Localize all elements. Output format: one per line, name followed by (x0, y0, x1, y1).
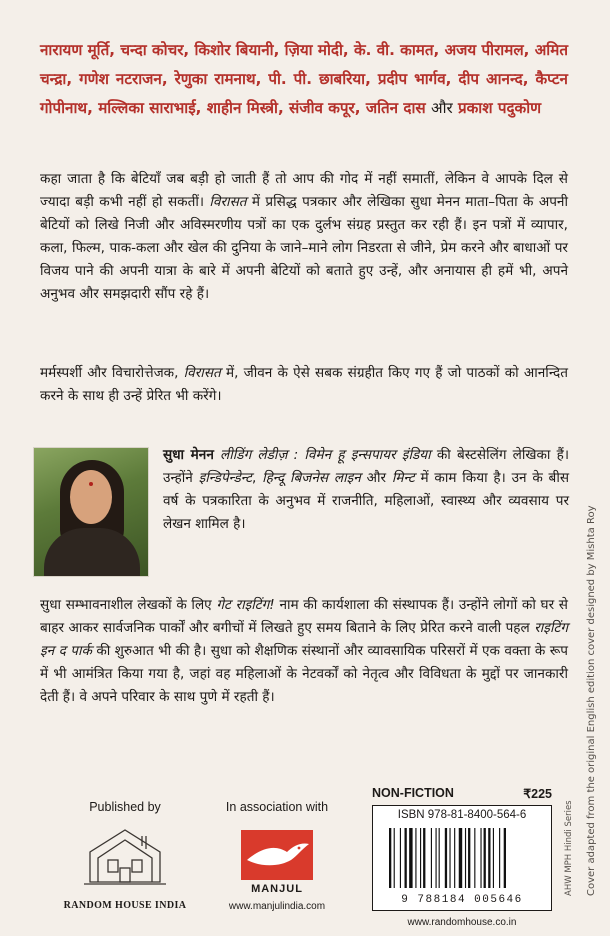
price-label: ₹225 (523, 787, 552, 801)
publication-name: मिन्ट (391, 470, 415, 486)
author-text: की शुरुआत भी की है। सुधा को शैक्षणिक संस्थानों और व्यावसायिक परिसरों में एक वक्ता के रूप में भी आमंत्रित किया गया है, जहां वह महिलाओं के नेटवर्कों को नेतृत्व और विविधता के मुद्दों पर जानकारी देती हैं। वे अपने परिवार के साथ पुणे में रहती हैं। (40, 643, 569, 705)
series-label (560, 786, 576, 896)
featured-name: प्रदीप भार्गव, (377, 70, 452, 88)
program-name: गेट राइटिंग! (216, 597, 275, 613)
association-url: www.manjulindia.com (228, 901, 326, 912)
featured-name: ज़िया मोदी, (284, 41, 349, 59)
cover-credit (583, 460, 599, 896)
blurb-text: कहा जाता है कि बेटियाँ जब बड़ी हो जाती हैं तो आप की गोद में नहीं समातीं, लेकिन वे आपके दिल से ज्यादा बड़ी कभी नहीं हो सकतीं। (40, 171, 568, 210)
featured-name: शाहीन मिस्त्री, (206, 99, 284, 117)
blurb-text: में प्रसिद्ध पत्रकार और लेखिका सुधा मेनन माता–पिता के अपनी बेटियों को लिखे निजी और अविस्मरणीय पत्रों का एक दुर्लभ संग्रह प्रस्तुत कर रही हैं। इन पत्रों में व्यापार, कला, फिल्म, पाक-कला और खेल की दुनिया के जाने–माने लोग निडरता से जीने, प्रेम करने और बाधाओं पर विजय पाने की अपनी यात्रा के बारे में अपनी बेटियों को बताते हुए उन्हें, और अनायास ही हमें भी, अपने अनुभव और समझदारी सौंप रहे हैं। (40, 194, 568, 302)
bio-text: में काम किया है। उन के बीस वर्ष के पत्रकारिता के अनुभव में राजनीति, महिलाओं, स्वास्थ्य और व्यवसाय पर लेखन शामिल है। (163, 470, 570, 532)
isbn-text: ISBN 978-81-8400-564-6 (397, 809, 527, 821)
author-bio (163, 444, 569, 536)
featured-name: साराभाई, (149, 99, 202, 117)
featured-name: दीप आनन्द, (458, 70, 529, 88)
cover-credit-text: Cover adapted from the original English edition cover designed by Mishta Roy (586, 505, 597, 896)
blurb-text: मर्मस्पर्शी और विचारोत्तेजक, (40, 365, 179, 381)
featured-name: जतिन दास (365, 99, 426, 117)
publication-name: इन्डिपेन्डेन्ट (198, 470, 252, 486)
separator: , (251, 470, 257, 486)
program-name: राइटिंग इन द पार्क (40, 620, 568, 659)
names-conjunction: और (430, 99, 453, 117)
author-text: नाम की कार्यशाला की संस्थापक हैं। उन्होंने लोगों को घर से बाहर आकर सार्वजनिक पार्कों और बगीचों में लिखते हुए समय बिताने के लिए प्रेरित करने वाली पहल (40, 597, 568, 636)
publisher-block (50, 800, 200, 911)
barcode-number: 9 788184 005646 (401, 894, 523, 906)
author-text: सुधा सम्भावनाशील लेखकों के लिए (40, 597, 212, 613)
manjul-logo-icon (241, 830, 313, 880)
book-title: विरासत (209, 194, 247, 210)
book-title: विरासत (183, 365, 221, 381)
barcode-icon (387, 828, 537, 888)
publication-name: हिन्दू बिजनेस लाइन (262, 470, 361, 486)
random-house-logo-icon (80, 822, 170, 892)
featured-names (40, 36, 568, 123)
featured-name: संजीव कपूर, (289, 99, 361, 117)
featured-name: नारायण मूर्ति, (40, 41, 116, 59)
featured-name: कैप्टन गोपीनाथ, (40, 70, 568, 117)
featured-name: मल्लिका (98, 99, 144, 117)
bird-icon (241, 830, 313, 880)
blurb-paragraph-1 (40, 168, 568, 306)
bio-text: की बेस्टसेलिंग लेखिका हैं। उन्होंने (163, 447, 569, 486)
featured-name: प्रकाश पदुकोण (458, 99, 542, 117)
author-photo (33, 447, 149, 577)
publisher-url: www.randomhouse.co.in (407, 917, 517, 928)
association-name: MANJUL (251, 883, 303, 895)
featured-name: चन्दा कोचर, (120, 41, 190, 59)
blurb-paragraph-2 (40, 362, 568, 408)
featured-name: गणेश नटराजन, (79, 70, 168, 88)
featured-name: पी. पी. छाबरिया, (268, 70, 371, 88)
featured-name: के. वी. कामत, (353, 41, 440, 59)
featured-name: रेणुका रामनाथ, (174, 70, 262, 88)
author-paragraph (40, 594, 568, 709)
association-block (212, 800, 342, 912)
blurb-text: में, जीवन के ऐसे सबक संग्रहीत किए गए हैं जो पाठकों को आनन्दित करने के साथ ही उन्हें प्रेरित भी करेंगे। (40, 365, 568, 404)
featured-name: अजय पीरामल, (444, 41, 530, 59)
featured-name: किशोर बियानी, (194, 41, 280, 59)
bio-text: और (366, 470, 387, 486)
book-title: लीडिंग लेडीज़ : विमेन हू इन्सपायर इंडिया (220, 447, 431, 463)
featured-name: अमित चन्द्रा, (40, 41, 568, 88)
barcode-block (372, 786, 552, 928)
category-label: NON-FICTION (372, 786, 454, 800)
publisher-label: Published by (89, 800, 161, 814)
series-label-text: AHW MPH Hindi Series (564, 800, 574, 896)
barcode-frame (372, 805, 552, 911)
publisher-name: RANDOM HOUSE INDIA (63, 900, 187, 911)
association-label: In association with (225, 800, 329, 814)
author-name: सुधा मेनन (163, 447, 214, 463)
